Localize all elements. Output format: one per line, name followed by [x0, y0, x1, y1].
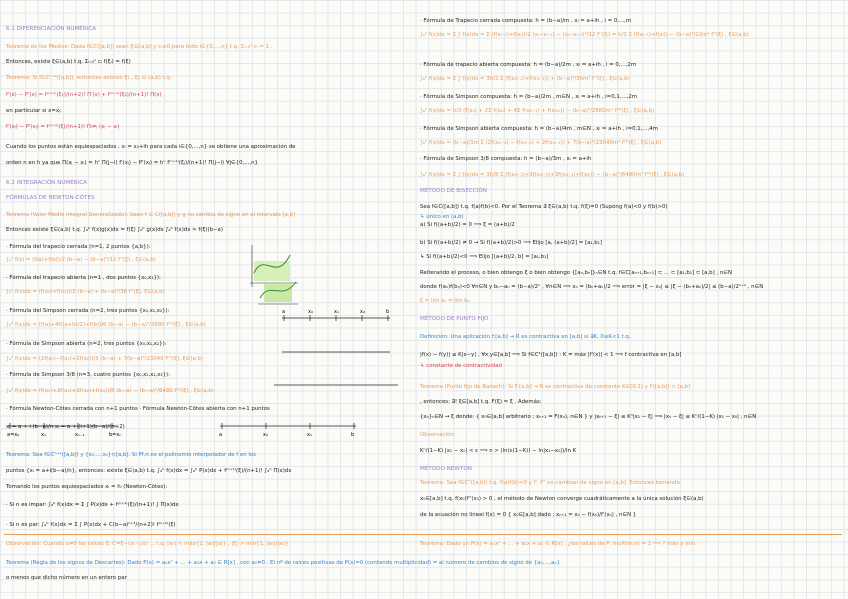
nc-open-line	[218, 412, 358, 442]
section-divider	[4, 534, 842, 535]
right-line: Reiterando el proceso, o bien obtengo ξ o bien obtengo {[aₙ,bₙ]}ₙ∈N t.q. f∈C[aₙ₊₁,bₙ₊₁] ⊂ ... ⊂ [a₁,b₁] ⊂ [a,b] , n∈N	[420, 270, 732, 276]
tick-label: b	[386, 309, 390, 315]
left-line: ∫ₐᵇ f(x)dx = (f(a)+4f((a+b)/2)+f(b))/6 (b−a) − (b−a)⁵/2880 f⁽⁴⁾(ξ) , ξ∈(a,b)	[6, 322, 206, 328]
left-line: Entonces existe ξ∈(a,b) t.q. ∫ₐᵇ f(x)g(x)dx = f(ξ) ∫ₐᵇ g(x)dx ∫ₐᵇ f(x)dx ≈ f(ξ)(b−a)	[6, 227, 223, 233]
left-line: xᵢ = a + i (b−a)/n xᵢ = a + (i+1)(b−a)/(n+2)	[6, 424, 125, 430]
open-trap-graph	[258, 278, 298, 308]
right-line: {xₙ}ₙ∈N → ξ donde: { x₀∈[a,b] arbitrario ; xₙ₊₁ = F(xₙ), n∈N } y |xₙ₊₁ − ξ| ≤ Kⁿ|x₁ − ξ| ⟹ |xₙ − ξ| ≤ Kⁿ/(1−K) |x₁ − x₀| , n∈N	[420, 414, 757, 420]
right-line: donde f(aₙ)f(bₙ)<0 ∀n∈N y bₙ−aₙ = (b−a)/2ⁿ , ∀n∈N ⟹ xₙ = (bₙ+aₙ)/2 ⟹ error = |ξ − xₙ| ≤ |ξ − (bₙ+aₙ)/2| ≤ (b−a)/2ⁿ⁺¹ , n∈N	[420, 284, 764, 290]
left-line: · Si n es impar: ∫ₐᵇ f(x)dx = Σ ∫ P(x)dx + f⁽ⁿ⁺¹⁾(ξ)/(n+1)! ∫ Π(x)dx	[6, 502, 179, 508]
bottom-line: Observación: Cuando a≠0 las raíces ξ: C=ξ−(xₖ₋₁/a) ... t.q. |xₖ| < máx{1, |aᵢ|/|a|} , |ξ| > mín{1, |a₀|/|aᵢ|}	[6, 541, 289, 547]
tick-label: x₁	[41, 432, 46, 438]
right-line: ↳ único en (a,b)	[420, 214, 464, 220]
right-line: ↳ constante de contractividad	[420, 363, 502, 369]
right-line: x₀∈[a,b] t.q. f(x₀)f''(x₀) > 0 , el método de Newton converge cuadráticamente a la única solución ξ∈(a,b)	[420, 496, 704, 502]
right-line: · Fórmula de Simpson compuesta: h = (b−a)/2m , m∈N , xᵢ = a+ih , i=0,1,...,2m	[420, 94, 638, 100]
right-line: Teorema (Punto fijo de Banach): Si F:[a,b] → R es contractiva de constante K∈[0,1) y F([a,b]) ⊂ [a,b]	[420, 384, 691, 390]
right-line: ∫ₐᵇ f(x)dx = Σ ∫ f(x)dx = 3h/8 Σ (f(x₃ᵢ₋₃)+3f(x₃ᵢ₋₂)+3f(x₃ᵢ₋₁)+f(x₃ᵢ)) − (b−a)⁵/6480m⁴ f⁽⁴⁾(ξ) , ξ∈(a,b)	[420, 172, 685, 178]
left-line: FÓRMULAS DE NEWTON-CÔTES	[6, 195, 95, 201]
bottom-line: Teorema: Dado un P(x) = aₙxⁿ + ... + a₁x + a₀ ∈ R[x] , ¿las raíces de P, mult(m,n) = 1 ⟹ ? máx y mín	[420, 541, 696, 547]
simpson-open-line	[280, 340, 392, 358]
tick-label: a	[282, 309, 286, 315]
right-line: de la ecuación no lineal f(x) = 0 { x₀∈[a,b] dado ; xₙ₊₁ = xₙ − f(xₙ)/f'(xₙ) , n∈N }	[420, 512, 637, 518]
left-line: Cuando los puntos están equiespaciados , xᵢ = x₀+ih para cada i∈{0,...,n} se obtiene una aproximación de	[6, 144, 296, 150]
tick-label: xₙ₋₁	[75, 432, 85, 438]
left-line: Entonces, existe ξ∈(a,b) t.q. Σᵢ₌₀ⁿ cᵢ f(ξᵢ) = f(ξ)	[6, 59, 131, 65]
left-line: · Fórmula Newton-Côtes cerrada con n+1 puntos · Fórmula Newton-Côtes abierta con n+1 puntos	[6, 406, 270, 412]
right-line: ξ = lim aₙ = lim bₙ	[420, 298, 470, 304]
right-line: ∫ₐᵇ f(x)dx = Σ ∫ f(x)dx = 3h/2 Σ (f(x₃ᵢ₋₂)+f(x₃ᵢ₋₁)) + (b−a)³/36m² f''(ξ) , ξ∈(a,b)	[420, 76, 630, 82]
tick-label: x₁	[307, 432, 312, 438]
left-line: 6.1 DIFERENCIACIÓN NUMÉRICA	[6, 26, 97, 32]
left-line: ∫ₐᵇ f(x)dx = (f(x₀)+3f(x₁)+3f(x₂)+f(x₃))/8 (b−a) − (b−a)⁵/6480 f⁽⁴⁾(ξ) , ξ∈(a,b)	[6, 388, 214, 394]
tick-label: x₀	[263, 432, 268, 438]
left-line: Teorema: Sea f∈Cⁿ⁺¹([a,b]) y {x₀,...,xₙ}⊂[a,b]. Si Pf,n es el polinomio interpolador de f en los	[6, 452, 256, 458]
left-line: Teorema (Valor Medio Integral Generalizado): Sean f ∈ C([a,b]) y g no cambia de signo en el intervalo [a,b]	[6, 212, 296, 218]
right-line: ∫ₐᵇ f(x)dx = Σ ∫ f(x)dx = Σ (f(xᵢ₋₁)+f(xᵢ))/2 (xᵢ−xᵢ₋₁) − (xᵢ−xᵢ₋₁)³/12 f''(ξᵢ) = h/2 Σ (f(xᵢ₋₁)+f(xᵢ)) − (b−a)³/12m² f''(ξ) , ξ∈(a,b)	[420, 32, 749, 38]
right-line: Teorema: Sea f∈C²([a,b]) t.q. f(a)f(b)<0 y f', f'' no cambian de signo en [a,b]. Entonces tomando	[420, 480, 680, 486]
left-line: en particular si x=xⱼ:	[6, 108, 62, 114]
right-line: · Fórmula de Simpson abierta compuesta: h = (b−a)/4m , m∈N , xᵢ = a+ih , i=0,1,...,4m	[420, 126, 658, 132]
tick-label: x₁	[334, 309, 339, 315]
left-line: orden n en h ya que Π(xⱼ − xᵢ) = hⁿ Π(j−i) f'(xⱼ) − P'(xⱼ) = hⁿ f⁽ⁿ⁺¹⁾(ξⱼ)/(n+1)! Π(j−i) ∀j∈{0,...,n}	[6, 160, 258, 166]
left-line: Teorema de los Medios: Dada f∈C([a,b]) sean ξᵢ∈(a,b) y cᵢ≥0 para todo i∈{0,...,n} t.q. Σᵢ₌₀ⁿ cᵢ = 1 .	[6, 44, 273, 50]
area-fill	[264, 284, 292, 302]
right-line: Definición: Una aplicación f:[a,b] → R es contractiva en [a,b] si ∃K, 0≤K<1 t.q.	[420, 334, 631, 340]
left-line: · Fórmula del Simpson cerrada (n=2, tres puntos {x₀,x₁,x₂}):	[6, 308, 170, 314]
tick-label: a=x₀	[7, 432, 20, 438]
nc-closed-line	[6, 412, 122, 442]
left-line: ∫ₐᵇ f(x)dx = (2f(x₀)−f(x₁)+2f(x₂))/3 (b−a) + 7(b−a)⁵/23040 f⁽⁴⁾(ξ), ξ∈(a,b)	[6, 356, 204, 362]
left-line: · Fórmula del trapecio abierta (n=1 , dos puntos {x₀,x₁}):	[6, 275, 161, 281]
left-line: · Si n es par: ∫ₐᵇ f(x)dx = Σ ∫ P(x)dx + C(b−a)ⁿ⁺³/(n+2)! f⁽ⁿ⁺²⁾(ξ)	[6, 522, 176, 528]
bottom-line: o menos que dicho número en un entero par	[6, 575, 127, 581]
tick-label: x₀	[308, 309, 313, 315]
left-line: · Fórmula de Simpson abierta (n=2, tres puntos {x₀,x₁,x₂}):	[6, 341, 167, 347]
tick-label: b	[351, 432, 355, 438]
right-line: MÉTODO DE PUNTO FIJO	[420, 316, 489, 322]
right-line: Observación:	[420, 432, 456, 438]
tick-label: a	[219, 432, 223, 438]
right-line: , entonces: ∃! ξ∈[a,b] t.q. F(ξ) = ξ . Además:	[420, 399, 542, 405]
right-line: MÉTODO NEWTON	[420, 466, 472, 472]
left-line: · Fórmula de Simpson 3/8 (n=3, cuatro puntos {x₀,x₁,x₂,x₃}):	[6, 372, 170, 378]
right-line: Sea f∈C([a,b]) t.q. f(a)f(b)<0. Por el Teorema ∃ ξ∈(a,b) t.q. f(ξ)=0 (Supóng f(a)<0 y f(b)>0)	[420, 204, 668, 210]
left-line: 6.2 INTEGRACIÓN NUMÉRICA	[6, 180, 88, 186]
bottom-line: Teorema (Regla de los signos de Descartes): Dado P(x) = aₙxⁿ + ... + a₁x + a₀ ∈ R[x] , con a₀≠0 . El nº de raíces positivas de P(x)=0 (contando multiplicidad) = al número de cambios de signo de {a₀,...,aₙ}	[6, 560, 561, 566]
simpson-line	[280, 306, 392, 324]
right-line: MÉTODO DE BISECCIÓN	[420, 188, 487, 194]
left-line: · Fórmula del trapecio cerrada (n=1, 2 puntos {a,b}):	[6, 244, 151, 250]
left-line: ∫ₐᵇ f(x)dx = (f(x₀)+f(x₁))/2 (b−a) + (b−a)³/36 f''(ξ), ξ∈(a,b)	[6, 289, 165, 295]
right-line: a) Si f((a+b)/2) = 0 ⟹ ξ = (a+b)/2	[420, 222, 515, 228]
right-line: ∫ₐᵇ f(x)dx = (b−a)/3m Σ (2f(x₄ᵢ₋₃) − f(x₄ᵢ₋₂) + 2f(x₄ᵢ₋₁)) + 7(b−a)⁵/23040m⁴ f⁽⁴⁾(ξ) , ξ∈(a,b)	[420, 140, 662, 146]
right-line: · Fórmula de Trapecio cerrada compuesta: h = (b−a)/m , xᵢ = a+ih , i = 0,...,m	[420, 18, 632, 24]
right-line: |f(x) − f(y)| ≤ K|x−y| , ∀x,y∈[a,b] ⟹ Si f∈C¹([a,b]) : K = máx |f'(x)| < 1 ⟹ f contractiva en [a,b]	[420, 352, 682, 358]
tick-label: b=xₙ	[109, 432, 122, 438]
right-line: · Fórmula de Simpson 3/8 compuesta: h = (b−a)/3m , xᵢ = a+ih	[420, 156, 592, 162]
ticks	[282, 309, 389, 321]
right-line: Kⁿ/(1−K) |x₁ − x₀| < ε ⟹ n > (ln(ε(1−K)) − ln|x₁−x₀|)/ln K	[420, 448, 577, 454]
left-line: Teorema: Si f∈Cⁿ⁺²([a,b]), entonces existen ξ₁ , ξ₂ ∈ (a,b) t.q.	[6, 75, 172, 81]
right-line: b) Si f((a+b)/2) ≠ 0 → Si f((a+b)/2)>0 ⟹ Elijo [a, (a+b)/2] = [a₁,b₁]	[420, 240, 602, 246]
left-line: Tomando los puntos equiespaciados xᵢ = hᵢ (Newton-Côtes):	[6, 484, 168, 490]
tick-label: x₂	[360, 309, 365, 315]
left-line: f'(x) − P'(x) = f⁽ⁿ⁺²⁾(ξ₁)/(n+2)! Π′(x) + f⁽ⁿ⁺¹⁾(ξ₂)/(n+1)! Π(x)	[6, 92, 162, 98]
right-line: ∫ₐᵇ f(x)dx = h/3 (f(x₀) + 2Σ f(x₂ᵢ) + 4Σ f(x₂ᵢ₋₁) + f(x₂ₘ)) − (b−a)⁵/2880m⁴ f⁽⁴⁾(ξ) , ξ∈(a,b)	[420, 108, 655, 114]
left-line: f'(xⱼ) − P'(xⱼ) = f⁽ⁿ⁺¹⁾(ξ)/(n+1)! Πᵢ≠ⱼ (xⱼ − xᵢ)	[6, 124, 120, 130]
right-line: · Fórmula de trapecio abierta compuesta: h = (b−a)/2m , xᵢ = a+ih , i = 0,...,2m	[420, 62, 637, 68]
left-line: ∫ₐᵇ f(x) = (f(a)+f(b))/2 (b−a) − (b−a)³/12 f''(ξ) , ξ∈(a,b)	[6, 257, 156, 263]
right-line: ↳ Si f((a+b)/2)<0 ⟹ Elijo [(a+b)/2, b] = [a₁,b₁]	[420, 254, 549, 260]
left-line: puntos {xᵢ = a+i(b−a)/n}, entonces: existe ξ∈(a,b) t.q. ∫ₐᵇ f(x)dx = ∫ₐᵇ P(x)dx + f⁽ⁿ⁺¹⁾(ξ)/(n+1)! ∫ₐᵇ Π(x)dx	[6, 468, 292, 474]
simpson38-line	[272, 371, 400, 391]
